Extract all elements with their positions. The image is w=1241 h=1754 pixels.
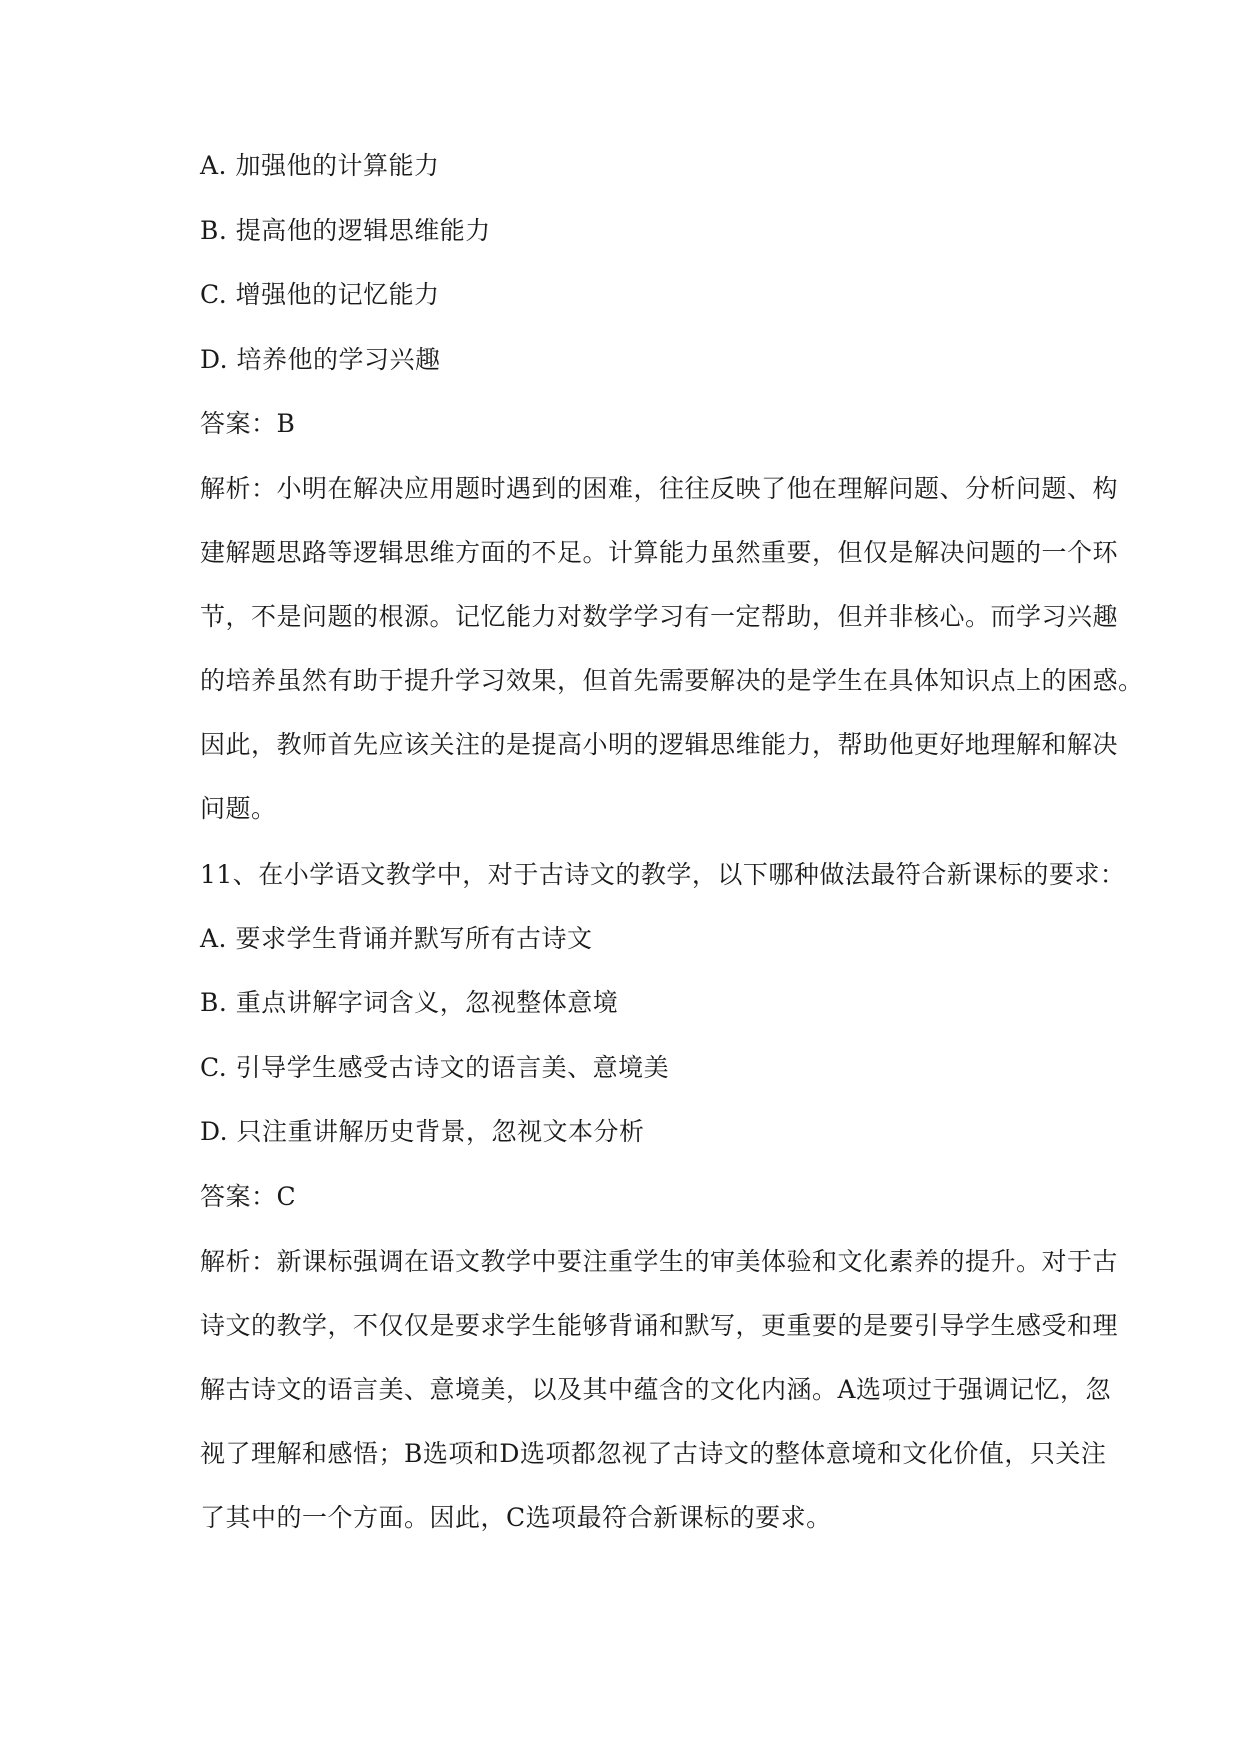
- q10-explanation-line: 解析：小明在解决应用题时遇到的困难，往往反映了他在理解问题、分析问题、构: [200, 474, 1119, 503]
- q11-option-d: D. 只注重讲解历史背景，忽视文本分析: [200, 1117, 645, 1146]
- q10-option-a: A. 加强他的计算能力: [200, 151, 440, 180]
- q11-answer: 答案：C: [200, 1182, 297, 1211]
- q10-explanation: [200, 457, 1144, 841]
- q10-explanation-line: 节，不是问题的根源。记忆能力对数学学习有一定帮助，但并非核心。而学习兴趣: [200, 602, 1119, 631]
- q10-explanation-line: 建解题思路等逻辑思维方面的不足。计算能力虽然重要，但仅是解决问题的一个环: [200, 538, 1119, 567]
- q11-question: 11、在小学语文教学中，对于古诗文的教学，以下哪种做法最符合新课标的要求：: [200, 860, 1126, 889]
- q11-option-b: B. 重点讲解字词含义，忽视整体意境: [200, 988, 619, 1017]
- q10-explanation-line: 的培养虽然有助于提升学习效果，但首先需要解决的是学生在具体知识点上的困惑。: [200, 666, 1144, 695]
- q11-explanation: [200, 1230, 1119, 1550]
- q10-answer: 答案：B: [200, 409, 296, 438]
- q10-option-b: B. 提高他的逻辑思维能力: [200, 216, 491, 245]
- q10-option-c: C. 增强他的记忆能力: [200, 280, 440, 309]
- q10-explanation-line: 因此，教师首先应该关注的是提高小明的逻辑思维能力，帮助他更好地理解和解决: [200, 730, 1119, 759]
- q11-option-a: A. 要求学生背诵并默写所有古诗文: [200, 924, 593, 953]
- q11-explanation-line: 解析：新课标强调在语文教学中要注重学生的审美体验和文化素养的提升。对于古: [200, 1247, 1119, 1276]
- q11-explanation-line: 视了理解和感悟；B选项和D选项都忽视了古诗文的整体意境和文化价值，只关注: [200, 1439, 1107, 1468]
- q11-explanation-line: 解古诗文的语言美、意境美，以及其中蕴含的文化内涵。A选项过于强调记忆，忽: [200, 1375, 1112, 1404]
- q11-option-c: C. 引导学生感受古诗文的语言美、意境美: [200, 1053, 670, 1082]
- q11-explanation-line: 了其中的一个方面。因此，C选项最符合新课标的要求。: [200, 1503, 832, 1532]
- q10-option-d: D. 培养他的学习兴趣: [200, 345, 441, 374]
- q11-explanation-line: 诗文的教学，不仅仅是要求学生能够背诵和默写，更重要的是要引导学生感受和理: [200, 1311, 1119, 1340]
- q10-explanation-line: 问题。: [200, 794, 277, 823]
